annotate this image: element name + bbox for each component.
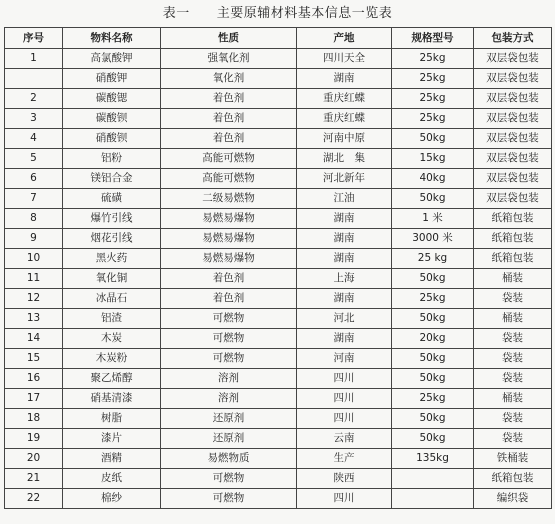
cell-spec: 50kg	[392, 409, 474, 429]
table-row	[5, 429, 552, 449]
cell-packaging: 双层袋包装	[474, 69, 552, 89]
cell-origin: 湖南	[297, 69, 392, 89]
cell-name: 硝酸钾	[63, 69, 161, 89]
header-row	[5, 28, 552, 49]
header-cell-spec: 规格型号	[392, 28, 474, 49]
cell-origin: 湖南	[297, 329, 392, 349]
table-row	[5, 69, 552, 89]
cell-spec: 3000 米	[392, 229, 474, 249]
cell-packaging: 袋装	[474, 429, 552, 449]
cell-property: 可燃物	[161, 309, 297, 329]
cell-origin: 湖北 集	[297, 149, 392, 169]
cell-spec: 135kg	[392, 449, 474, 469]
cell-packaging: 纸箱包装	[474, 229, 552, 249]
cell-spec	[392, 489, 474, 509]
cell-spec: 25kg	[392, 109, 474, 129]
cell-index: 17	[5, 389, 63, 409]
cell-origin: 河南中原	[297, 129, 392, 149]
cell-property: 氧化剂	[161, 69, 297, 89]
cell-spec: 25 kg	[392, 249, 474, 269]
cell-property: 可燃物	[161, 489, 297, 509]
cell-packaging: 桶装	[474, 389, 552, 409]
cell-property: 强氧化剂	[161, 49, 297, 69]
cell-property: 二级易燃物	[161, 189, 297, 209]
table-row	[5, 249, 552, 269]
table-row	[5, 489, 552, 509]
table-row	[5, 109, 552, 129]
cell-origin: 重庆红蝶	[297, 109, 392, 129]
cell-spec: 50kg	[392, 269, 474, 289]
cell-name: 棉纱	[63, 489, 161, 509]
cell-origin: 江油	[297, 189, 392, 209]
cell-index: 20	[5, 449, 63, 469]
cell-name: 碳酸钡	[63, 109, 161, 129]
cell-index: 5	[5, 149, 63, 169]
cell-property: 高能可燃物	[161, 169, 297, 189]
cell-packaging: 袋装	[474, 369, 552, 389]
cell-spec: 25kg	[392, 89, 474, 109]
cell-packaging: 双层袋包装	[474, 89, 552, 109]
table-body	[5, 49, 552, 509]
cell-index: 14	[5, 329, 63, 349]
cell-spec: 25kg	[392, 69, 474, 89]
header-cell-property: 性质	[161, 28, 297, 49]
cell-packaging: 铁桶装	[474, 449, 552, 469]
cell-name: 铝粉	[63, 149, 161, 169]
table-row	[5, 209, 552, 229]
cell-property: 着色剂	[161, 109, 297, 129]
cell-name: 黑火药	[63, 249, 161, 269]
cell-spec: 20kg	[392, 329, 474, 349]
cell-name: 树脂	[63, 409, 161, 429]
cell-name: 酒精	[63, 449, 161, 469]
cell-property: 着色剂	[161, 289, 297, 309]
cell-packaging: 双层袋包装	[474, 129, 552, 149]
cell-name: 皮纸	[63, 469, 161, 489]
cell-index: 9	[5, 229, 63, 249]
cell-property: 还原剂	[161, 429, 297, 449]
cell-spec: 50kg	[392, 369, 474, 389]
cell-packaging: 编织袋	[474, 489, 552, 509]
header-cell-index: 序号	[5, 28, 63, 49]
cell-property: 溶剂	[161, 389, 297, 409]
cell-packaging: 双层袋包装	[474, 169, 552, 189]
cell-packaging: 双层袋包装	[474, 109, 552, 129]
table-row	[5, 169, 552, 189]
cell-packaging: 纸箱包装	[474, 209, 552, 229]
cell-packaging: 桶装	[474, 309, 552, 329]
table-row	[5, 389, 552, 409]
cell-property: 可燃物	[161, 329, 297, 349]
cell-spec: 50kg	[392, 429, 474, 449]
cell-property: 易燃物质	[161, 449, 297, 469]
cell-spec: 15kg	[392, 149, 474, 169]
cell-index: 11	[5, 269, 63, 289]
cell-packaging: 桶装	[474, 269, 552, 289]
table-row	[5, 409, 552, 429]
cell-packaging: 纸箱包装	[474, 249, 552, 269]
cell-name: 铝渣	[63, 309, 161, 329]
header-cell-name: 物料名称	[63, 28, 161, 49]
table-row	[5, 189, 552, 209]
cell-spec: 25kg	[392, 389, 474, 409]
cell-spec: 40kg	[392, 169, 474, 189]
cell-origin: 云南	[297, 429, 392, 449]
cell-name: 硝酸钡	[63, 129, 161, 149]
cell-origin: 生产	[297, 449, 392, 469]
table-row	[5, 449, 552, 469]
cell-origin: 湖南	[297, 289, 392, 309]
cell-origin: 河北新年	[297, 169, 392, 189]
cell-spec: 25kg	[392, 49, 474, 69]
table-row	[5, 89, 552, 109]
table-row	[5, 369, 552, 389]
cell-name: 木炭粉	[63, 349, 161, 369]
cell-name: 烟花引线	[63, 229, 161, 249]
materials-table	[4, 27, 552, 509]
cell-spec: 25kg	[392, 289, 474, 309]
header-cell-packaging: 包装方式	[474, 28, 552, 49]
cell-packaging: 双层袋包装	[474, 189, 552, 209]
cell-property: 还原剂	[161, 409, 297, 429]
cell-index: 22	[5, 489, 63, 509]
cell-name: 高氯酸钾	[63, 49, 161, 69]
cell-packaging: 袋装	[474, 349, 552, 369]
table-row	[5, 289, 552, 309]
cell-name: 氧化铜	[63, 269, 161, 289]
cell-origin: 四川天全	[297, 49, 392, 69]
cell-origin: 四川	[297, 369, 392, 389]
cell-origin: 重庆红蝶	[297, 89, 392, 109]
cell-spec: 50kg	[392, 309, 474, 329]
table-row	[5, 129, 552, 149]
cell-spec: 50kg	[392, 189, 474, 209]
cell-name: 冰晶石	[63, 289, 161, 309]
table-row	[5, 149, 552, 169]
cell-index: 18	[5, 409, 63, 429]
cell-index: 8	[5, 209, 63, 229]
cell-spec: 50kg	[392, 129, 474, 149]
cell-index: 13	[5, 309, 63, 329]
cell-property: 着色剂	[161, 89, 297, 109]
cell-name: 硫磺	[63, 189, 161, 209]
table-row	[5, 229, 552, 249]
table-row	[5, 329, 552, 349]
cell-origin: 四川	[297, 389, 392, 409]
cell-index: 2	[5, 89, 63, 109]
cell-property: 溶剂	[161, 369, 297, 389]
cell-packaging: 袋装	[474, 329, 552, 349]
cell-name: 镁铝合金	[63, 169, 161, 189]
cell-origin: 湖南	[297, 249, 392, 269]
cell-origin: 河南	[297, 349, 392, 369]
cell-packaging: 双层袋包装	[474, 149, 552, 169]
cell-origin: 河北	[297, 309, 392, 329]
cell-origin: 四川	[297, 489, 392, 509]
cell-property: 可燃物	[161, 349, 297, 369]
cell-index: 12	[5, 289, 63, 309]
cell-name: 木炭	[63, 329, 161, 349]
cell-name: 爆竹引线	[63, 209, 161, 229]
cell-index: 21	[5, 469, 63, 489]
cell-origin: 湖南	[297, 229, 392, 249]
table-row	[5, 469, 552, 489]
cell-spec	[392, 469, 474, 489]
cell-name: 硝基清漆	[63, 389, 161, 409]
table-title: 表一 主要原辅材料基本信息一览表	[162, 6, 393, 21]
header-cell-origin: 产地	[297, 28, 392, 49]
cell-packaging: 袋装	[474, 409, 552, 429]
cell-index: 19	[5, 429, 63, 449]
table-row	[5, 49, 552, 69]
cell-property: 可燃物	[161, 469, 297, 489]
table-row	[5, 309, 552, 329]
cell-origin: 陕西	[297, 469, 392, 489]
cell-index: 16	[5, 369, 63, 389]
cell-property: 着色剂	[161, 129, 297, 149]
cell-index: 6	[5, 169, 63, 189]
cell-index	[5, 69, 63, 89]
cell-spec: 50kg	[392, 349, 474, 369]
cell-origin: 湖南	[297, 209, 392, 229]
cell-property: 易燃易爆物	[161, 229, 297, 249]
cell-origin: 四川	[297, 409, 392, 429]
cell-packaging: 袋装	[474, 289, 552, 309]
cell-name: 碳酸锶	[63, 89, 161, 109]
table-row	[5, 349, 552, 369]
cell-index: 3	[5, 109, 63, 129]
cell-index: 1	[5, 49, 63, 69]
cell-property: 着色剂	[161, 269, 297, 289]
table-row	[5, 269, 552, 289]
cell-index: 4	[5, 129, 63, 149]
cell-property: 易燃易爆物	[161, 249, 297, 269]
cell-name: 聚乙烯醇	[63, 369, 161, 389]
cell-property: 易燃易爆物	[161, 209, 297, 229]
cell-packaging: 双层袋包装	[474, 49, 552, 69]
cell-index: 10	[5, 249, 63, 269]
cell-name: 漆片	[63, 429, 161, 449]
cell-property: 高能可燃物	[161, 149, 297, 169]
cell-spec: 1 米	[392, 209, 474, 229]
cell-index: 7	[5, 189, 63, 209]
cell-origin: 上海	[297, 269, 392, 289]
cell-index: 15	[5, 349, 63, 369]
cell-packaging: 纸箱包装	[474, 469, 552, 489]
